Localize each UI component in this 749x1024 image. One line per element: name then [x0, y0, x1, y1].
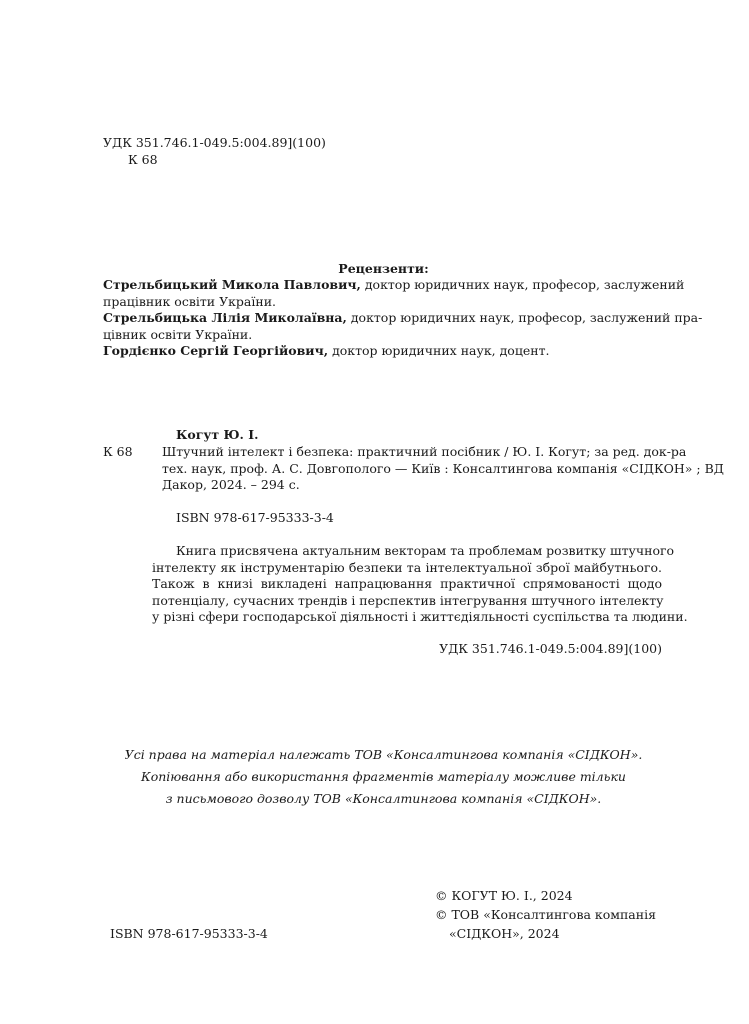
abstract-line: у різні сфери господарської діяльності і життєдіяльності суспільства та людини.	[152, 609, 688, 624]
reviewer-title: доктор юридичних наук, доцент.	[332, 343, 550, 358]
abstract-line: Також в книзі викладені напрацювання практичної спрямованості щодо	[152, 576, 662, 591]
rights-line-2: Копіювання або використання фрагментів матеріалу можливе тільки	[141, 769, 626, 784]
reviewer-title: доктор юридичних наук, професор, заслужений	[364, 277, 685, 292]
abstract-line: Книга присвячена актуальним векторам та проблемам розвитку штучного	[176, 543, 675, 558]
catalog-abstract	[152, 543, 688, 626]
reviewer-title: доктор юридичних наук, професор, заслужений пра-	[350, 310, 703, 325]
abstract-line: інтелекту як інструментарію безпеки та інтелектуальної зброї майбутнього.	[152, 559, 662, 575]
catalog-line: Дакор, 2024. – 294 с.	[162, 477, 300, 492]
catalog-udk: УДК 351.746.1-049.5:004.89](100)	[439, 641, 662, 656]
catalog-author: Когут Ю. І.	[176, 427, 259, 442]
reviewer-name: Стрельбицька Лілія Миколаївна,	[103, 310, 347, 325]
reviewers-heading: Рецензенти:	[338, 261, 429, 276]
reviewer-item	[103, 277, 685, 310]
udk-header-k-code: К 68	[128, 152, 158, 167]
reviewer-line	[103, 343, 662, 360]
footer-isbn: ISBN 978-617-95333-3-4	[110, 926, 268, 941]
rights-line-1: Усі права на матеріал належать ТОВ «Консалтингова компанія «СІДКОН».	[124, 747, 643, 762]
catalog-k-code: К 68	[103, 444, 133, 459]
reviewer-name: Стрельбицький Микола Павлович,	[103, 277, 361, 292]
rights-line-3: з письмового дозволу ТОВ «Консалтингова компанія «СІДКОН».	[165, 791, 602, 806]
catalog-isbn: ISBN 978-617-95333-3-4	[176, 510, 334, 525]
catalog-line: тех. наук, проф. А. С. Довгополого — Київ : Консалтингова компанія «СІДКОН» ; ВД	[162, 460, 724, 476]
catalog-line: Штучний інтелект і безпека: практичний посібник / Ю. І. Когут; за ред. док-ра	[162, 444, 687, 459]
reviewer-item	[103, 310, 703, 343]
reviewer-name: Гордієнко Сергій Георгійович,	[103, 343, 329, 358]
reviewer-line-2: цівник освіти України.	[103, 326, 253, 342]
reviewer-line	[103, 277, 685, 294]
reviewer-line-2: працівник освіти України.	[103, 293, 277, 309]
copyright-company-cont: «СІДКОН», 2024	[449, 926, 560, 941]
reviewer-line	[103, 310, 703, 327]
udk-header-code: УДК 351.746.1-049.5:004.89](100)	[103, 135, 326, 150]
reviewers-list	[103, 277, 703, 360]
abstract-line: потенціалу, сучасних трендів і перспектив інтегрування штучного інтелекту	[152, 592, 664, 608]
copyright-company: © ТОВ «Консалтингова компанія	[435, 907, 656, 922]
copyright-author: © КОГУТ Ю. І., 2024	[435, 888, 573, 903]
reviewer-item	[103, 343, 662, 360]
catalog-description	[162, 444, 724, 494]
